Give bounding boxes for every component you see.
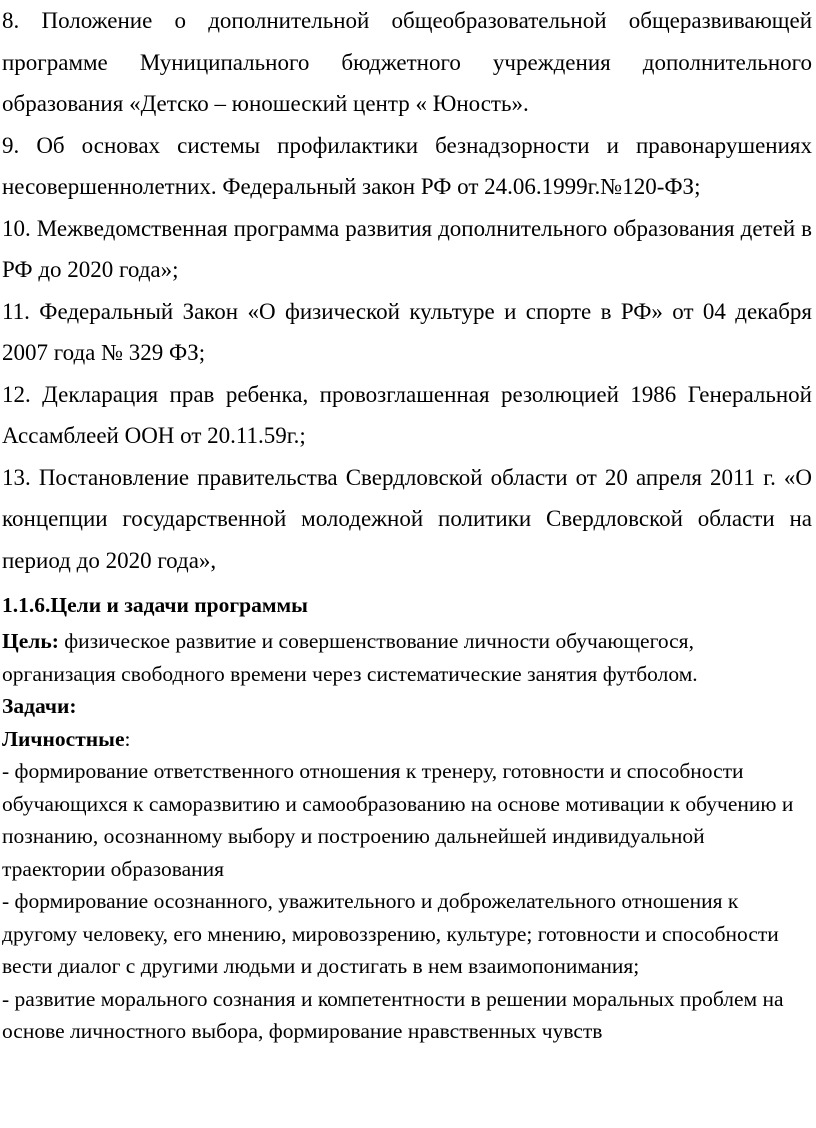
goal-text: физическое развитие и совершенствование личности обучающегося, организация свободного времени через систематические занятия футболом. xyxy=(2,629,698,686)
personal-label: Личностные xyxy=(2,726,125,751)
task-item: - развитие морального сознания и компетентности в решении моральных проблем на основе личностного выбора, формирование нравственных чувств xyxy=(2,986,784,1043)
task-item: - формирование ответственного отношения к тренеру, готовности и способности обучающихся к саморазвитию и самообразованию на основе мотивации к обучению и познанию, осознанному выбору и построению дальнейшей индивидуальной траектории образования xyxy=(2,759,794,881)
goal-label: Цель: xyxy=(2,629,59,653)
list-item: 10. Межведомственная программа развития дополнительного образования детей в РФ до 2020 года»; xyxy=(2,215,812,282)
list-item: 8. Положение о дополнительной общеобразовательной общеразвивающей программе Муниципального бюджетного учреждения дополнительного образования «Детско – юношеский центр « Юность». xyxy=(2,8,812,116)
goals-tasks-block xyxy=(2,625,812,1048)
personal-colon: : xyxy=(124,726,131,751)
legal-basis-list xyxy=(2,0,812,581)
personal-heading xyxy=(2,723,812,756)
section-heading: 1.1.6.Цели и задачи программы xyxy=(2,593,308,617)
list-item: 13. Постановление правительства Свердловской области от 20 апреля 2011 г. «О концепции государственной молодежной политики Свердловской области на период до 2020 года», xyxy=(2,464,812,573)
task-item: - формирование осознанного, уважительного и доброжелательного отношения к другому человеку, его мнению, мировоззрению, культуре; готовности и способности вести диалог с другими людьми и достигать в нем взаимопонимания; xyxy=(2,889,779,978)
list-item: 9. Об основах системы профилактики безнадзорности и правонарушениях несовершеннолетних. Федеральный закон РФ от 24.06.1999г.№120-ФЗ; xyxy=(2,132,812,199)
goal-paragraph xyxy=(2,625,812,690)
list-item: 11. Федеральный Закон «О физической культуре и спорте в РФ» от 04 декабря 2007 года № 329 ФЗ; xyxy=(2,298,812,365)
list-item: 12. Декларация прав ребенка, провозглашенная резолюцией 1986 Генеральной Ассамблеей ООН от 20.11.59г.; xyxy=(2,381,812,448)
tasks-label: Задачи: xyxy=(2,694,77,718)
